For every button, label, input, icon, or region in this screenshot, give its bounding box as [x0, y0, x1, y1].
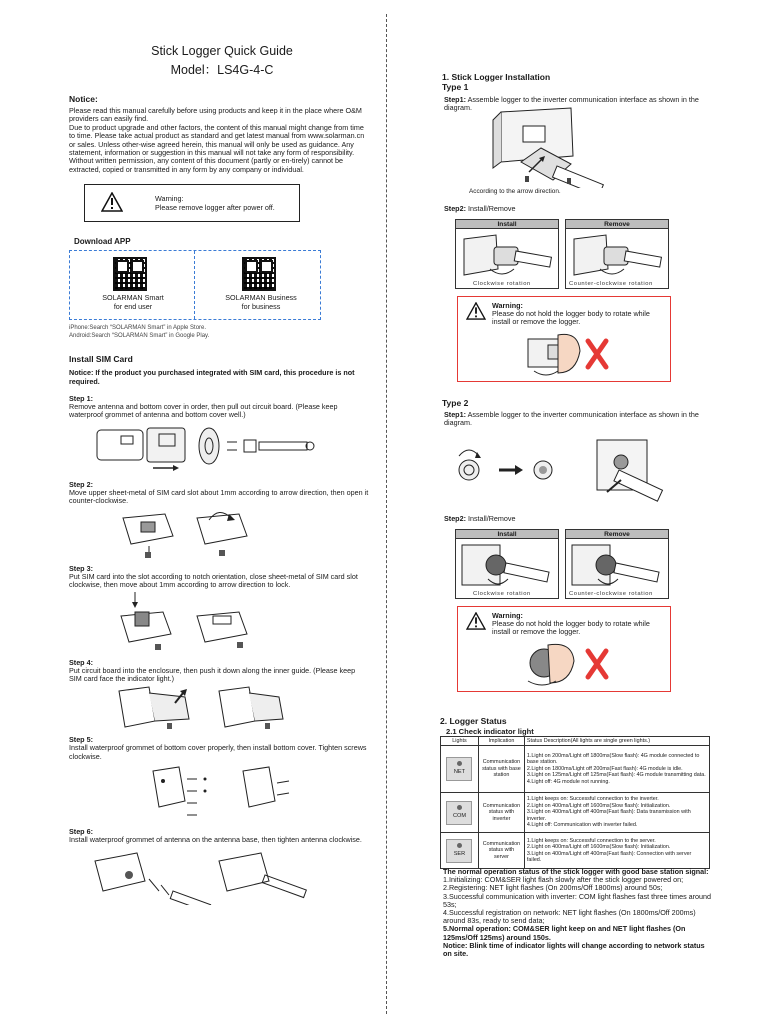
step-text: Put SIM card into the slot according to notch orientation, close sheet-metal of SIM card slot clockwise, then move about 1mm according to arrow direction to lock.	[69, 571, 358, 590]
ser-light: SER	[446, 839, 472, 863]
step-label: Step 5:	[69, 735, 93, 745]
app2-audience: for business	[241, 301, 281, 311]
step-label: Step1:	[444, 95, 466, 104]
arrow-caption: According to the arrow direction.	[469, 188, 561, 195]
warning-title: Warning:	[492, 611, 523, 620]
ccw-caption: Counter-clockwise rotation	[569, 591, 653, 597]
iphone-note: iPhone:Search “SOLARMAN Smart” in Apple Store.	[69, 325, 207, 332]
warning-icon	[466, 302, 486, 320]
hand-rotate-illustration	[518, 329, 628, 379]
remove-panel	[565, 219, 669, 289]
col-header: Status Description(All lights are single green lights.)	[524, 737, 709, 746]
step-text: Put circuit board into the enclosure, then push it down along the inner guide. (Please keep SIM card face the indicator light.)	[69, 665, 356, 683]
step-label: Step2:	[444, 204, 466, 213]
step4-diagram	[69, 683, 369, 735]
com-light: COM	[446, 801, 472, 825]
install-label: Install	[456, 530, 558, 539]
sim-heading: Install SIM Card	[69, 354, 133, 365]
step-text: Assemble logger to the inverter communication interface as shown in the diagram.	[444, 410, 699, 428]
type1-heading: Type 1	[442, 82, 469, 92]
step-text: Remove antenna and bottom cover in order, then pull out circuit board. (Please keep waterproof grommet of antenna and bottom cover well.)	[69, 402, 338, 420]
step-label: Step 6:	[69, 827, 93, 837]
step6-diagram	[69, 845, 369, 905]
install-panel	[455, 219, 559, 289]
cw-caption: Clockwise rotation	[473, 281, 531, 287]
android-note: Android:Search “SOLARMAN Smart” in Google Play.	[69, 333, 210, 340]
download-box	[69, 250, 321, 320]
step-label: Step2:	[444, 514, 466, 523]
cw-caption: Clockwise rotation	[473, 591, 531, 597]
status-description: 1.Light keeps on: Successful connection to the inverter. 2.Light on 400ms/Light off 1600ms(Slow flash): Initialization. 3.Light on 400ms/Light off 400ms(Fast flash): Data transmission with inverter. 4.Light off: Communication with inverter failed.	[524, 793, 709, 833]
step-text: Assemble logger to the inverter communication interface as shown in the diagram.	[444, 95, 699, 113]
step-text: Install waterproof grommet of bottom cover properly, then install bottom cover. Tighten screws clockwise.	[69, 743, 367, 761]
normal-operation	[443, 868, 713, 958]
model-label: Model：LS4G-4-C	[170, 63, 274, 77]
status-heading: 2. Logger Status	[440, 716, 507, 726]
app1-audience: for end user	[113, 301, 153, 311]
power-off-warning	[84, 184, 300, 222]
net-light: NET	[446, 757, 472, 781]
hand-rotate-illustration	[518, 639, 628, 689]
notice-paragraph: Without written permission, any content of this document (partly or en-tirely) cannot be extracted, copied or transmitted in any form by any company or individual.	[69, 156, 344, 174]
implication: Communication status with base station	[478, 746, 524, 793]
status-description: 1.Light keeps on: Successful connection to the server. 2.Light on 400ms/Light off 1600ms(Slow flash): Initialization. 3.Light on 400ms/Light off 400ms(Fast flash): Connection with server failed.	[524, 833, 709, 869]
page-title: Stick Logger Quick Guide	[151, 44, 293, 58]
type1-diagram	[461, 106, 621, 188]
col-header: Implication	[478, 737, 524, 746]
warning-title: Warning:	[492, 301, 523, 310]
remove-label: Remove	[566, 220, 668, 229]
notice-label: Notice:	[443, 940, 468, 950]
sim-notice: Notice: If the product you purchased integrated with SIM card, this procedure is not required.	[69, 368, 355, 386]
normal-line: 4.Successful registration on network: NET light flashes (On 1800ms/Off 200ms) around 83s, ready to send data;	[443, 908, 696, 926]
app1-name: SOLARMAN Smart	[102, 293, 164, 303]
warning-text: Please do not hold the logger body to rotate while install or remove the logger.	[492, 309, 650, 327]
type2-heading: Type 2	[442, 398, 469, 408]
status-table	[440, 736, 710, 869]
step-text: Install/Remove	[467, 514, 516, 523]
step2-diagram	[69, 506, 369, 562]
warning-title: Warning:	[155, 194, 184, 204]
rotation-warning	[457, 296, 671, 382]
normal-line: 2.Registering: NET light flashes (On 200ms/Off 1800ms) around 50s;	[443, 883, 663, 893]
col-header: Lights	[441, 737, 479, 746]
notice-text: Blink time of indicator lights will change according to network status on site.	[443, 940, 705, 959]
step1-diagram	[69, 420, 369, 478]
step5-diagram	[69, 761, 369, 825]
status-subheading: 2.1 Check indicator light	[446, 727, 534, 736]
step-label: Step 4:	[69, 657, 93, 667]
step-label: Step 2:	[69, 479, 93, 489]
qr-code-smart[interactable]	[113, 257, 147, 291]
qr-code-business[interactable]	[242, 257, 276, 291]
step-text: Install waterproof grommet of antenna on the antenna base, then tighten antenna clockwise.	[69, 835, 362, 845]
table-row	[441, 833, 710, 869]
installation-heading: 1. Stick Logger Installation	[442, 72, 551, 82]
implication: Communication status with server	[478, 833, 524, 869]
step3-diagram	[69, 590, 369, 658]
rotation-warning-type2	[457, 606, 671, 692]
remove-label: Remove	[566, 530, 668, 539]
step-label: Step1:	[444, 410, 466, 419]
app2-name: SOLARMAN Business	[225, 293, 297, 303]
step-text: Move upper sheet-metal of SIM card slot about 1mm according to arrow direction, then open it counter-clockwise.	[69, 487, 369, 506]
normal-line: 3.Successful communication with inverter: COM light flashes fast three times around 53s;	[443, 891, 712, 909]
ccw-caption: Counter-clockwise rotation	[569, 281, 653, 287]
notice-paragraph: Due to product upgrade and other factors, the content of this manual might change from time to time. Please take actual product as standard and get latest manual from www.solarman.cn or sales. Unless other-wise agreed herein, this manual will only be used as guidance. Any statement, information or suggestion in this manual will not take any form of responsibility.	[69, 122, 365, 158]
remove-panel-type2	[565, 529, 669, 599]
fold-divider	[386, 14, 387, 1014]
install-panel-type2	[455, 529, 559, 599]
normal-heading: The normal operation status of the stick logger with good base station signal:	[443, 867, 709, 876]
status-description: 1.Light on 200ms/Light off 1800ms(Slow flash): 4G module connected to base station. 2.Light on 1800ms/Light off 200ms(Fast flash): 4G module is idle. 3.Light on 125ms/Light off 125ms(Fast flash): 4G module transmitting data. 4.Light off: 4G module not running.	[524, 746, 709, 793]
implication: Communication status with inverter	[478, 793, 524, 833]
normal-line: 5.Normal operation: COM&SER light keep on and NET light flashes (On 125ms/Off 125ms) around 150s.	[443, 924, 686, 942]
table-row	[441, 746, 710, 793]
warning-text: Please remove logger after power off.	[155, 202, 275, 212]
warning-icon	[101, 192, 123, 212]
type2-diagram	[451, 432, 691, 508]
step-label: Step 3:	[69, 563, 93, 573]
warning-text: Please do not hold the logger body to rotate while install or remove the logger.	[492, 619, 650, 637]
download-heading: Download APP	[74, 237, 131, 247]
install-label: Install	[456, 220, 558, 229]
step-text: Install/Remove	[467, 204, 516, 213]
left-column	[69, 44, 369, 905]
notice-paragraph: Please read this manual carefully before using products and keep it in the place where O&M providers can easily find.	[69, 106, 362, 124]
notice-heading: Notice:	[69, 94, 98, 104]
step-label: Step 1:	[69, 394, 93, 404]
warning-icon	[466, 612, 486, 630]
normal-line: 1.Initializing: COM&SER light flash slowly after the stick logger powered on;	[443, 875, 684, 885]
table-row	[441, 793, 710, 833]
